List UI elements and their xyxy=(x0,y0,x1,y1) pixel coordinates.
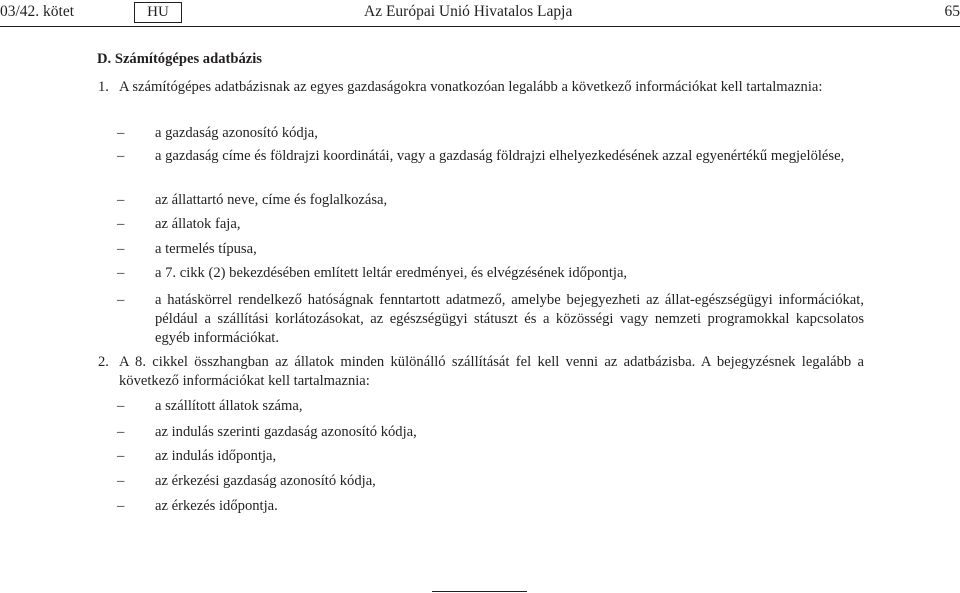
dash-marker: – xyxy=(117,498,125,514)
dash-marker: – xyxy=(117,292,125,308)
dash-marker: – xyxy=(117,241,125,257)
list-item-text: az érkezés időpontja. xyxy=(155,498,278,514)
page-number: 65 xyxy=(944,3,960,20)
list-item xyxy=(117,397,864,416)
language-code-box: HU xyxy=(134,2,182,23)
point-text: A számítógépes adatbázisnak az egyes gazdaságokra vonatkozóan legalább a következő információkat kell tartalmaznia: xyxy=(119,79,823,95)
list-item-text: az állattartó neve, címe és foglalkozása, xyxy=(155,192,388,208)
list-item xyxy=(117,240,864,259)
list-item-text: a hatáskörrel rendelkező hatóságnak fenntartott adatmező, amelybe bejegyezheti az állat-egészségügyi információkat, például a szállítási korlátozásokat, az egészségügyi státuszt és a közösségi vagy nemzeti programokkal kapcsolatos egyéb információkat. xyxy=(155,292,864,346)
list-item-text: az állatok faja, xyxy=(155,216,241,232)
page-header xyxy=(0,0,960,24)
list-item-text: a szállított állatok száma, xyxy=(155,398,303,414)
dash-marker: – xyxy=(117,424,125,440)
list-item xyxy=(117,423,864,442)
dash-marker: – xyxy=(117,192,125,208)
list-item xyxy=(117,215,864,234)
list-item xyxy=(117,447,864,466)
section-title: D. Számítógépes adatbázis xyxy=(97,51,262,67)
volume-label: 03/42. kötet xyxy=(0,3,75,20)
point-text: A 8. cikkel összhangban az állatok minden különálló szállítását fel kell venni az adatbázisba. A bejegyzésnek legalább a következő információkat kell tartalmaznia: xyxy=(119,354,864,389)
dash-marker: – xyxy=(117,398,125,414)
footer-rule xyxy=(432,591,527,592)
dash-marker: – xyxy=(117,473,125,489)
dash-marker: – xyxy=(117,216,125,232)
list-item-text: az indulás időpontja, xyxy=(155,448,277,464)
list-item xyxy=(117,291,864,348)
point-1-paragraph xyxy=(98,78,864,97)
list-item-text: az érkezési gazdaság azonosító kódja, xyxy=(155,473,376,489)
dash-marker: – xyxy=(117,148,125,164)
list-item xyxy=(117,147,864,166)
list-item xyxy=(117,472,864,491)
point-number: 2. xyxy=(98,354,109,370)
list-item xyxy=(117,191,864,210)
list-item-text: a gazdaság címe és földrajzi koordinátái, vagy a gazdaság földrajzi elhelyezkedésének azzal egyenértékű megjelölése, xyxy=(155,148,845,164)
list-item-text: a gazdaság azonosító kódja, xyxy=(155,125,318,141)
list-item xyxy=(117,264,864,283)
point-2-paragraph xyxy=(98,353,864,391)
list-item-text: a termelés típusa, xyxy=(155,241,257,257)
point-number: 1. xyxy=(98,79,109,95)
list-item xyxy=(117,124,864,143)
list-item-text: az indulás szerinti gazdaság azonosító kódja, xyxy=(155,424,417,440)
dash-marker: – xyxy=(117,125,125,141)
list-item xyxy=(117,497,864,516)
list-item-text: a 7. cikk (2) bekezdésében említett leltár eredményei, és elvégzésének időpontja, xyxy=(155,265,628,281)
dash-marker: – xyxy=(117,448,125,464)
journal-title: Az Európai Unió Hivatalos Lapja xyxy=(364,3,573,20)
dash-marker: – xyxy=(117,265,125,281)
header-rule xyxy=(0,26,960,27)
